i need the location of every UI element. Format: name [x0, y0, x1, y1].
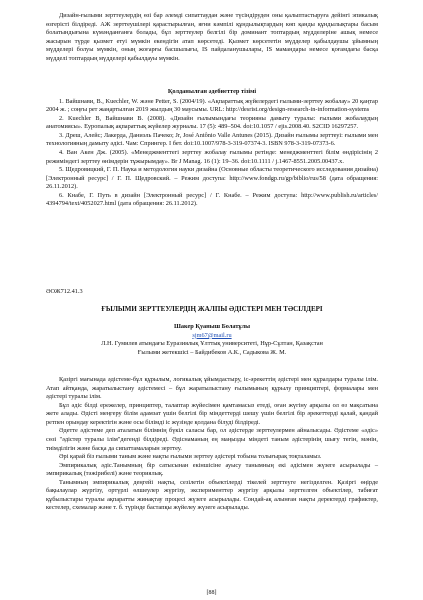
author-name: Шакер Қуаныш Болатұлы	[173, 323, 251, 331]
article-title: ҒЫЛЫМИ ЗЕРТТЕУЛЕРДІҢ ЖАЛПЫ ӘДІСТЕРІ МЕН ТӘСІЛДЕРІ	[101, 304, 323, 313]
references-heading: Қолданылған әдебиеттер тізімі	[167, 88, 257, 95]
scientific-supervisor: Ғылыми жетекшісі – Байдибеков А.К., Садыкова Ж. М.	[137, 348, 287, 356]
body-paragraph: Әрі қарай біз ғылыми таным және нақты ғылыми зерттеу әдістері тобына толығырақ тоқталамыз.	[59, 453, 322, 461]
author-affiliation: Л.Н. Гумилев атындағы Еуразиялық Ұлттық университеті, Нұр-Сұлтан, Қазақстан	[101, 340, 323, 348]
reference-item: 5. Щедровицкий, Г. П. Наука и методология науки дизайна (Основные областы теоретического исследования дизайна) [Электронный ресурс] / Г. П. Щедровский. – Режим доступа: http://www.fondgp.ru/gp/biblio/rus/58 (дата обращения: 26.11.2012).	[46, 166, 378, 191]
body-paragraph: Танымның эмпирикалық деңгейі нақты, сезілетін объектілерді тікелей зерттеуге негізделген. Қазіргі өңірде бақылаулар жүргізу, ортүрлі өлшеулер жүргізу, эксперименттер жүргізу арқылы зерттелген объектілер, табиғат құбылыстары туралы ақпаратты жинақтау процесі жүзеге асырылады. Сондай-ақ алынған нақты деректерді графиктер, кестелер, схемалар және т. б. түрінде бастапқы жүйелеу жүзеге асырылады.	[46, 478, 378, 512]
reference-item: 4. Ван Акен Дж. (2005). «Менеджменттегі зерттеу жобалау ғылымы ретінде: менеджменттегі білім өндірісінің 2 режиміндегі зерттеу өнімдерін тұжырымдау». Br J Manag. 16 (1): 19–36. doi:10.1111 / j.1467-8551.2005.00437.x.	[46, 148, 378, 165]
intro-section	[46, 12, 378, 63]
references-section	[46, 88, 378, 209]
body-paragraph: Қазіргі мағынада әдістеме-бұл құрылым, логикалық ұйымдастыру, іс-әрекеттің әдістері мен құралдары туралы ілім. Атап айтқанда, жаратылыстану әдістемесі – бұл жаратылыстану ғылымының құрылу принциптері, формалары мен әдістері туралы ілім.	[46, 376, 378, 401]
body-paragraph: Әдетте әдістеме деп аталатын білімнің бүкіл саласы бар, ол әдістерде зерттеулермен айналысады. Әдістеме «әдіс» сөзі "әдістер туралы ілім"дегенді білдіреді. Әдіснаманың ең маңызды міндеті таным әдістерінің шығу тегін, мәнін, тиімділігін және басқа да сипаттамаларын зерттеу.	[46, 427, 378, 452]
article-body	[46, 376, 378, 513]
body-paragraph: Эмпирикалық әдіс.Танымның бір сатысынан екіншісіне ауысу танымның екі әдісімен жүзеге асырылады – эмпирикалық (тәжірибелі) және теориялық.	[46, 461, 378, 478]
page-number: [88]	[206, 590, 217, 596]
reference-item: 1. Вайшнави, В., Kuechler, W. және Petter, S. (2004/19). «Ақпараттық жүйелердегі ғылыми-зерттеу жобалау» 20 қаңтар 2004 ж. ; соңғы рет жаңартылған 2019 жылдың 30 маусымы. URL: http://desrist.org/design-research-in-information-systems	[46, 97, 378, 114]
author-email-link[interactable]: sjm67@mail.ru	[192, 331, 232, 339]
reference-item: 3. Дреш, Алейс; Лакерда, Даниэль Пачеко; Jr, José Antônio Valle Antunes (2015). Дизайн ғылымы зерттеуі: ғылыми мен технологияның дамыту әдісі. Чам: Спрингер. I бет. doi:10.1007/978-3-319-07374-3. ISBN 978-3-319-07373-6.	[46, 131, 378, 148]
udc-code: ӘОЖ712.41.3	[46, 288, 83, 295]
body-paragraph: Бұл әдіс білді ережелер, принциптер, талаптар жүйесімен қамтамасыз етеді, оған жүгіну арқылы ол өз мақсатына жете алады. Әдісті меңгеру білім адамзат үшін белгілі бір міндеттерді шешу үшін белгілі бір әрекеттерді қалай, қандай ретпен орындау керектігін және осы білімді іс жүзінде қолдана білуді білдіреді.	[46, 401, 378, 426]
intro-paragraph: Дизайн-ғылыми зерттеулердің өзі бар әлемді сипаттаудан және түсіндіруден оны қалыптастыруға дейінгі эпикалық өзгерісті білдіреді. АЖ зерттеушілері қарастырылған, яғни кәмпілі құндылықтардың көп қанды құндылықтары басым болатындығына күмәнданғанға болады, бұл зерттеулер белгілі бір доминант топтардың мүдделеріне ашық немесе жасырын түрде қызмет етуі мүмкін екендігін атап көрсетеді. Қызмет көрсететін мүдделер қабылдаушы ұйымның мүдделері болуы мүмкін, оның жоғарғы басшылығы, IS пайдаланушылары, IS мамандары немесе қоғамдағы басқа мүдделі топтардың мүдделері қабылдауы мүмкін.	[46, 12, 378, 62]
author-email-line	[46, 332, 378, 341]
reference-item: 6. Кнабе, Г. Путь в дизайн [Электронный ресурс] / Г. Кнабе. – Режим доступа: http://www.publish.ru/articles/ 4394794/text/4052027.html (дата обращения: 26.11.2012).	[46, 191, 378, 208]
article-header	[46, 288, 378, 357]
reference-item: 2. Kuechler B, Вайшнави В. (2008). «Дизайн ғылымындағы теорияны дамыту туралы: ғылыми жобалаудың анатомиясы». Еуропалық ақпараттық жүйелер журналы. 17 (5): 489–504. doi:10.1057 / ejis.2008.40. S2CID 16297257.	[46, 114, 378, 131]
